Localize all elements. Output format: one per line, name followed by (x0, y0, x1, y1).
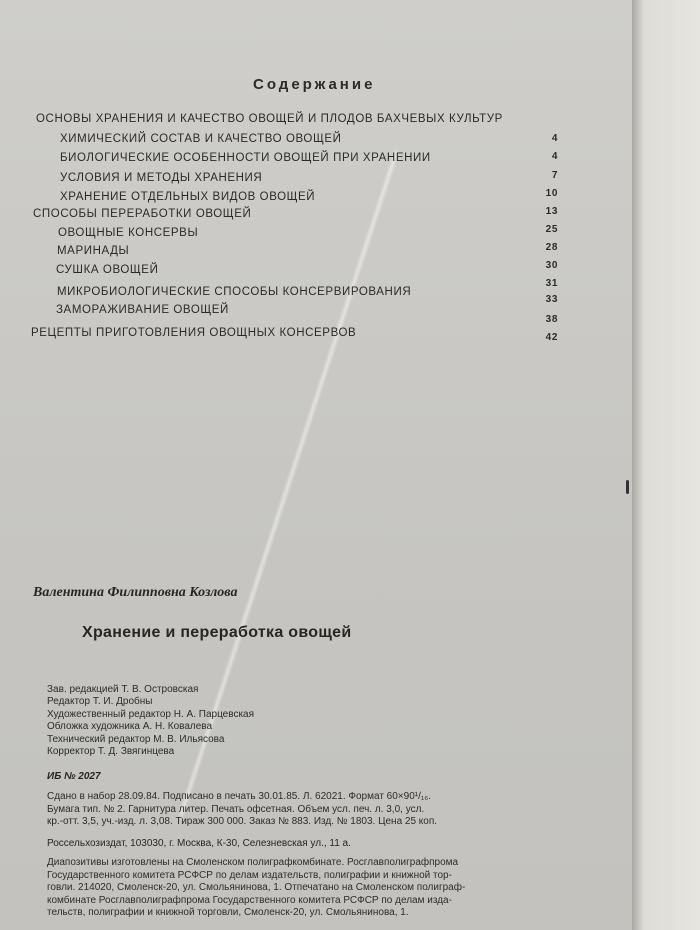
ib-number: ИБ № 2027 (47, 771, 101, 782)
toc-title: Содержание (253, 76, 376, 93)
toc-item-label: ОСНОВЫ ХРАНЕНИЯ И КАЧЕСТВО ОВОЩЕЙ И ПЛОДОВ БАХЧЕВЫХ КУЛЬТУР (36, 113, 503, 125)
printer-block (47, 857, 465, 920)
credit-line: Художественный редактор Н. А. Парцевская (47, 708, 255, 720)
toc-item-label: РЕЦЕПТЫ ПРИГОТОВЛЕНИЯ ОВОЩНЫХ КОНСЕРВОВ (31, 327, 357, 339)
toc-item-label: БИОЛОГИЧЕСКИЕ ОСОБЕННОСТИ ОВОЩЕЙ ПРИ ХРАНЕНИИ (60, 152, 431, 164)
credit-line: Зав. редакцией Т. В. Островская (47, 684, 199, 695)
imprint-line: кр.-отт. 3,5, уч.-изд. л. 3,08. Тираж 300 000. Заказ № 883. Изд. № 1803. Цена 25 коп. (47, 816, 438, 828)
toc-item-page: 7 (551, 170, 558, 181)
toc-item-page: 30 (545, 260, 558, 271)
toc-item-label: ЗАМОРАЖИВАНИЕ ОВОЩЕЙ (56, 304, 229, 316)
printer-line: тельств, полиграфии и книжной торговли, Смоленск-20, ул. Смольянинова, 1. (47, 907, 409, 919)
printer-line: Диапозитивы изготовлены на Смоленском полиграфкомбинате. Росглавполиграфпрома (47, 857, 459, 868)
toc-item-label: СУШКА ОВОЩЕЙ (56, 264, 159, 276)
toc-item-label: ХИМИЧЕСКИЙ СОСТАВ И КАЧЕСТВО ОВОЩЕЙ (60, 133, 342, 145)
credit-line: Обложка художника А. Н. Ковалева (47, 721, 213, 733)
toc-item-page: 31 (545, 278, 558, 289)
adjacent-page-edge (632, 0, 700, 930)
toc-item-page: 28 (545, 242, 558, 253)
imprint-line: Бумага тип. № 2. Гарнитура литер. Печать офсетная. Объем усл. печ. л. 3,0, усл. (47, 803, 425, 815)
credits-block (47, 684, 254, 758)
toc-item-page: 13 (545, 206, 558, 217)
toc-item-page: 33 (545, 294, 558, 305)
toc-item-label: ОВОЩНЫЕ КОНСЕРВЫ (58, 227, 199, 239)
toc-item-label: ХРАНЕНИЕ ОТДЕЛЬНЫХ ВИДОВ ОВОЩЕЙ (60, 191, 316, 203)
imprint-line: Сдано в набор 28.09.84. Подписано в печать 30.01.85. Л. 62021. Формат 60×90¹/₁₆. (47, 791, 432, 802)
toc-item-page: 4 (551, 151, 558, 162)
publisher-address: Россельхозиздат, 103030, г. Москва, К-30, Селезневская ул., 11 а. (47, 838, 351, 849)
toc-item-page: 25 (545, 224, 558, 235)
imprint-block (47, 791, 437, 829)
toc-item-page: 42 (545, 332, 558, 343)
book-title: Хранение и переработка овощей (82, 624, 352, 641)
toc-item-label: УСЛОВИЯ И МЕТОДЫ ХРАНЕНИЯ (60, 172, 263, 184)
page-edge-mark (626, 480, 629, 494)
toc-item-page: 38 (545, 314, 558, 325)
credit-line: Технический редактор М. В. Ильясова (47, 733, 225, 745)
toc-item-label: СПОСОБЫ ПЕРЕРАБОТКИ ОВОЩЕЙ (33, 208, 252, 220)
printer-line: комбинате Росглавполиграфпрома Государственного комитета РСФСР по делам изда- (47, 894, 452, 906)
printer-line: Государственного комитета РСФСР по делам издательств, полиграфии и книжной тор- (47, 869, 452, 881)
toc-item-label: МАРИНАДЫ (57, 245, 130, 257)
credit-line: Редактор Т. И. Дробны (47, 696, 153, 708)
author-name: Валентина Филипповна Козлова (33, 585, 238, 600)
toc-item-page: 10 (545, 188, 558, 199)
toc-item-label: МИКРОБИОЛОГИЧЕСКИЕ СПОСОБЫ КОНСЕРВИРОВАНИЯ (57, 286, 412, 298)
credit-line: Корректор Т. Д. Звягинцева (47, 746, 175, 758)
printer-line: говли. 214020, Смоленск-20, ул. Смольянинова, 1. Отпечатано на Смоленском полиграф- (47, 882, 466, 894)
toc-item-page: 4 (551, 133, 558, 144)
